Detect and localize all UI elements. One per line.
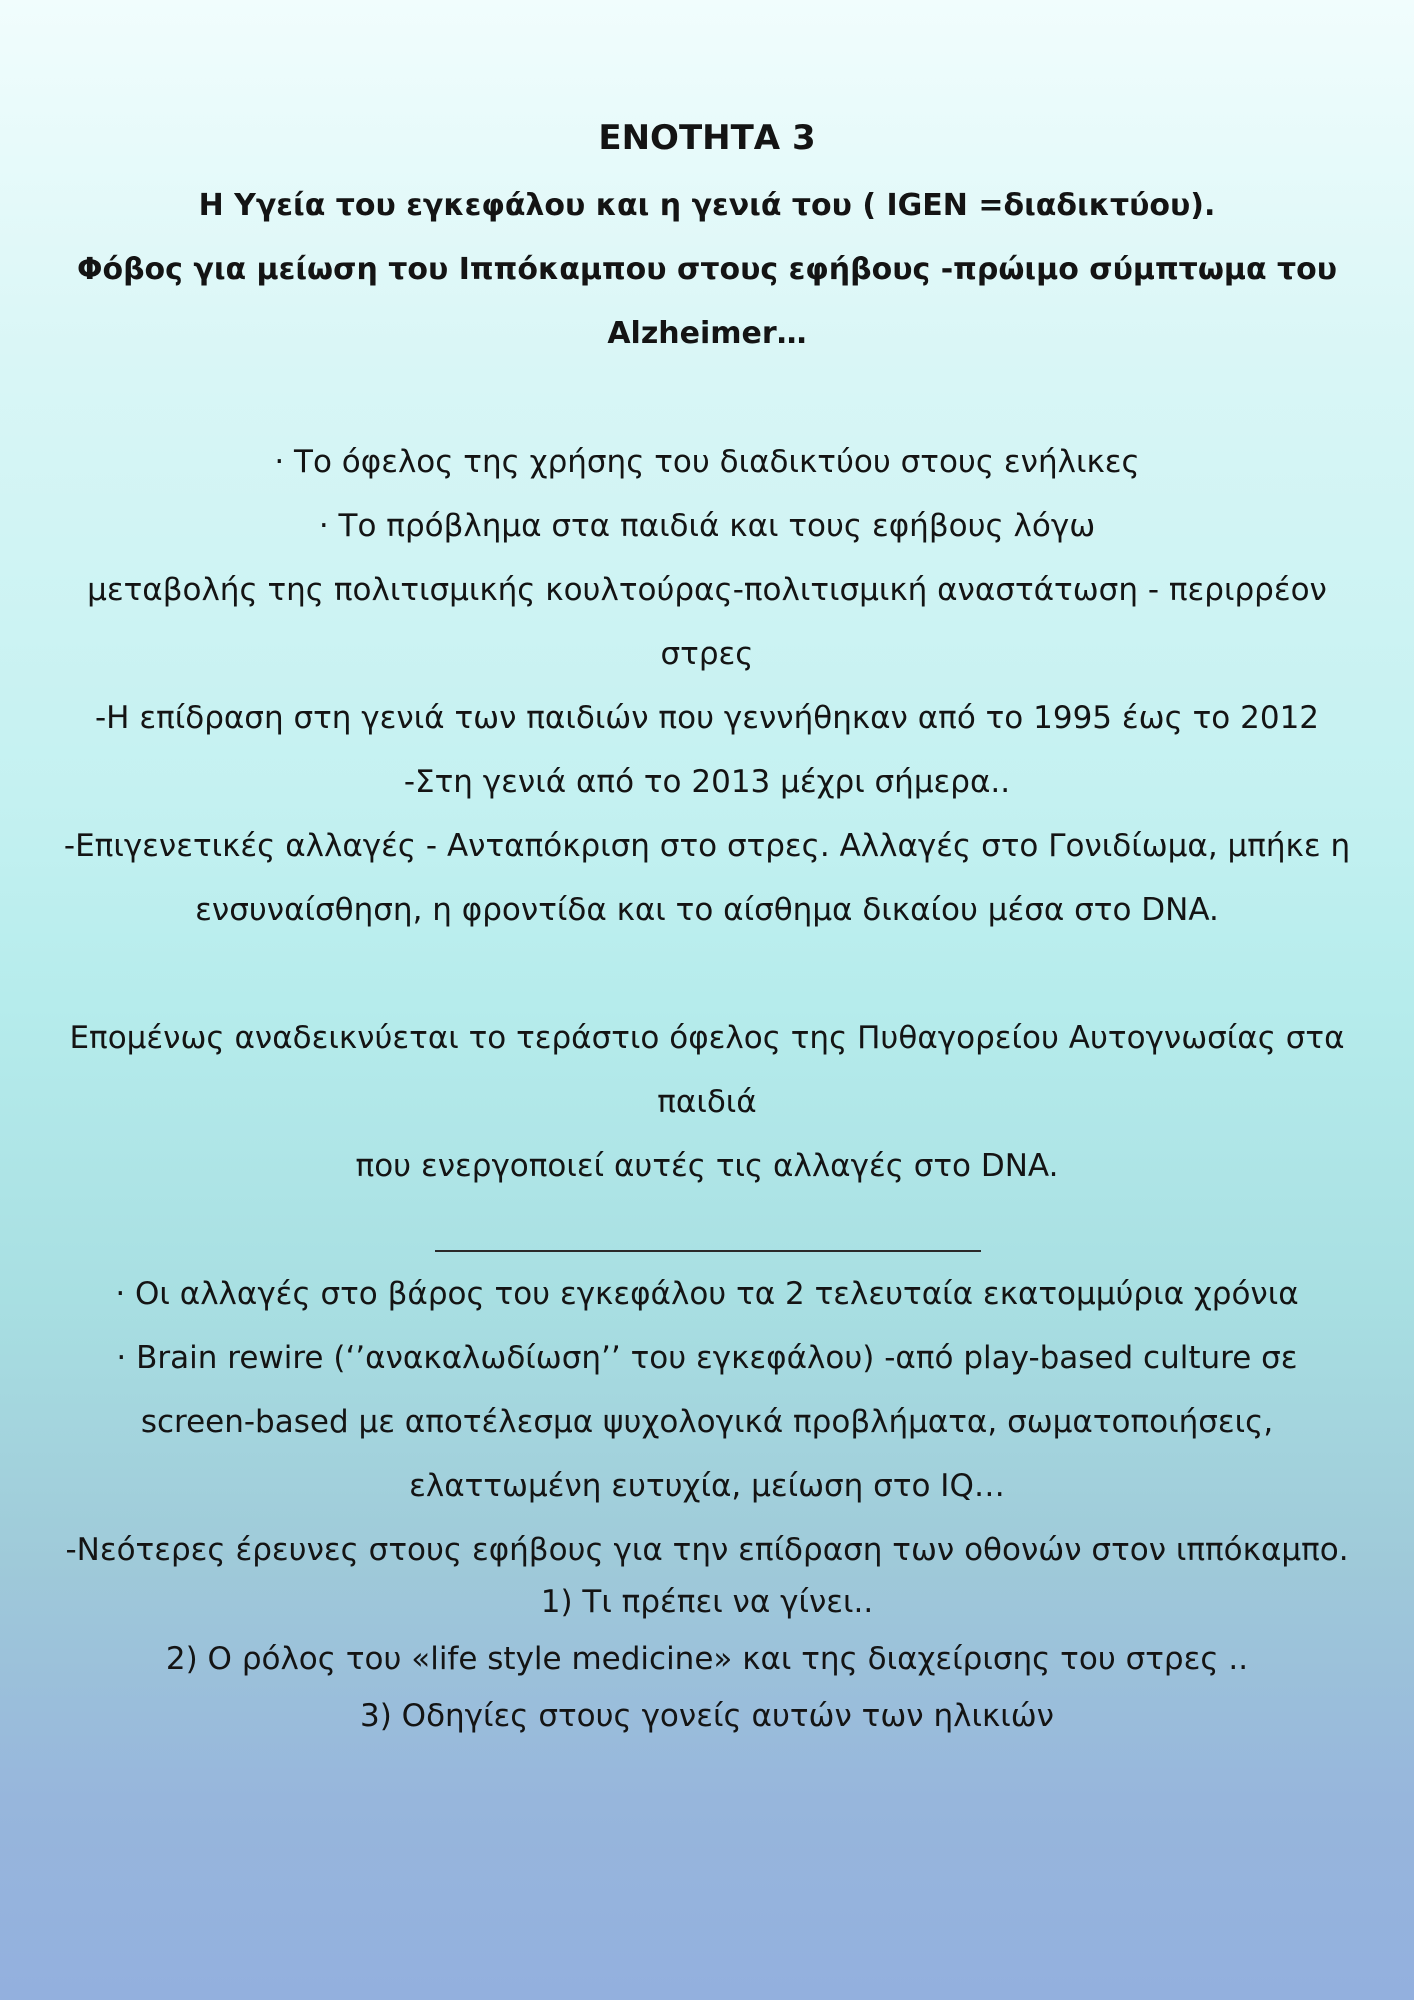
subtitle-hippocampus-line-2: Alzheimer… xyxy=(607,316,807,351)
bullet-children-problem: · Το πρόβλημα στα παιδιά και τους εφήβους λόγω xyxy=(318,508,1096,544)
bullet-brain-rewire-line-3: ελαττωμένη ευτυχία, μείωση στο IQ… xyxy=(409,1468,1005,1504)
dash-new-research: -Νεότερες έρευνες στους εφήβους για την επίδραση των οθονών στον ιππόκαμπο. xyxy=(65,1532,1349,1568)
subtitle-brain-health: Η Υγεία του εγκεφάλου και η γενιά του ( IGEN =διαδικτύου). xyxy=(198,188,1216,223)
bullet-brain-rewire-line-1: · Brain rewire (‘’ανακαλωδίωση’’ του εγκεφάλου) -από play-based culture σε xyxy=(116,1340,1298,1376)
conclusion-line-2: παιδιά xyxy=(657,1084,757,1120)
conclusion-line-3: που ενεργοποιεί αυτές τις αλλαγές στο DNA. xyxy=(355,1148,1059,1184)
bullet-children-problem-cont-2: στρες xyxy=(660,636,754,672)
bullet-internet-benefit: · Το όφελος της χρήσης του διαδικτύου στους ενήλικες xyxy=(274,444,1140,480)
numbered-item-1: 1) Τι πρέπει να γίνει.. xyxy=(540,1584,874,1620)
numbered-item-3: 3) Οδηγίες στους γονείς αυτών των ηλικιών xyxy=(360,1698,1054,1734)
subtitle-hippocampus-line-1: Φόβος για μείωση του Ιππόκαμπου στους εφήβους -πρώιμο σύμπτωμα του xyxy=(76,252,1338,287)
dash-epigenetic-line-2: ενσυναίσθηση, η φροντίδα και το αίσθημα δικαίου μέσα στο DNA. xyxy=(195,892,1219,928)
dash-epigenetic-line-1: -Επιγενετικές αλλαγές - Ανταπόκριση στο στρες. Αλλαγές στο Γονιδίωμα, μπήκε η xyxy=(63,828,1351,864)
bullet-brain-rewire-line-2: screen-based με αποτέλεσμα ψυχολογικά προβλήματα, σωματοποιήσεις, xyxy=(140,1404,1274,1440)
dash-generation-2013: -Στη γενιά από το 2013 μέχρι σήμερα.. xyxy=(403,764,1011,800)
dash-generation-1995-2012: -Η επίδραση στη γενιά των παιδιών που γεννήθηκαν από το 1995 έως το 2012 xyxy=(94,700,1320,736)
section-title: ΕΝΟΤΗΤΑ 3 xyxy=(598,118,816,158)
separator-line xyxy=(435,1250,981,1252)
bullet-brain-weight: · Οι αλλαγές στο βάρος του εγκεφάλου τα 2 τελευταία εκατομμύρια χρόνια xyxy=(115,1276,1299,1312)
numbered-item-2: 2) Ο ρόλος του «life style medicine» και της διαχείρισης του στρες .. xyxy=(165,1641,1249,1677)
conclusion-line-1: Επομένως αναδεικνύεται το τεράστιο όφελος της Πυθαγορείου Αυτογνωσίας στα xyxy=(69,1020,1345,1056)
bullet-children-problem-cont-1: μεταβολής της πολιτισμικής κουλτούρας-πολιτισμική αναστάτωση - περιρρέον xyxy=(87,572,1327,608)
